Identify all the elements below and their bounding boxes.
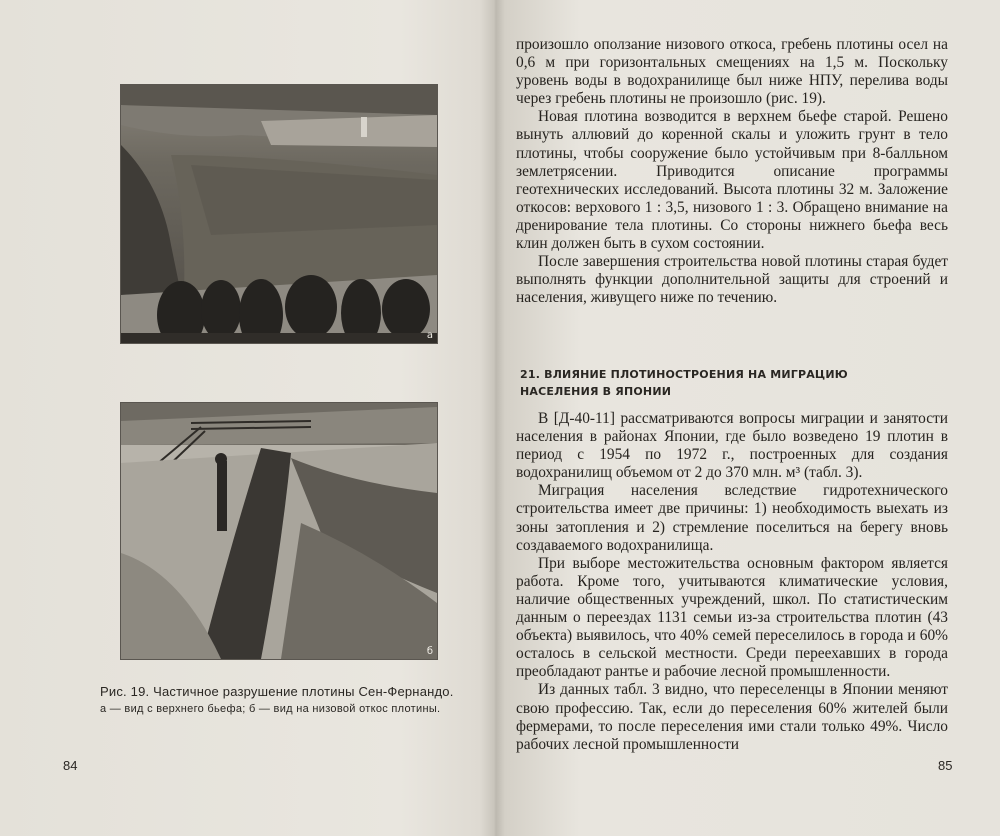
section-heading-line-1: 21. ВЛИЯНИЕ ПЛОТИНОСТРОЕНИЯ НА МИГРАЦИЮ: [520, 368, 848, 381]
page-number-right: 85: [938, 758, 953, 773]
body-text-bottom: [516, 410, 948, 754]
paragraph: Из данных табл. 3 видно, что переселенцы в Японии меняют свою профессию. Так, если до переселения 60% жителей были фермерами, то после переселения ими стали только 49%. Число рабочих лесной промышленности: [516, 681, 948, 753]
section-heading-line-2: НАСЕЛЕНИЯ В ЯПОНИИ: [520, 385, 672, 398]
panel-b-letter: б: [426, 646, 433, 657]
right-page: [500, 0, 1000, 836]
figure-panel-b-photo: [120, 402, 438, 660]
paragraph: После завершения строительства новой плотины старая будет выполнять функции дополнительной защиты для строений и населения, живущего ниже по течению.: [516, 253, 948, 307]
paragraph: Миграция населения вследствие гидротехнического строительства имеет две причины: 1) необходимость выехать из зоны затопления и 2) стремление поселиться на берегу вновь создаваемого водохранилища.: [516, 482, 948, 554]
section-heading: [520, 366, 860, 400]
paragraph: При выборе местожительства основным фактором является работа. Кроме того, учитываются климатические условия, наличие общественных учреждений, школ. По статистическим данным о переездах 1131 семьи из-за строительства плотин (43 объекта) выявилось, что 40% семей переселилось в города и 60% осталось в сельской местности. Среди переехавших в города преобладают рантье и рабочие лесной промышленности.: [516, 554, 948, 681]
body-text-top: [516, 36, 948, 307]
figure-caption: [100, 684, 460, 715]
dam-downstream-slope-image: [121, 403, 437, 659]
paragraph: произошло оползание низового откоса, гребень плотины осел на 0,6 м при горизонтальных смещениях на 1,5 м. Поскольку уровень воды в водохранилище был ниже НПУ, перелива воды через гребень плотины не произошло (рис. 19).: [516, 36, 948, 108]
left-page: [0, 0, 492, 836]
figure-panel-a-photo: [120, 84, 438, 344]
page-number-left: 84: [63, 758, 78, 773]
figure-caption-subtitle: а — вид с верхнего бьефа; б — вид на низовой откос плотины.: [100, 703, 441, 715]
dam-upstream-view-image: [121, 85, 437, 343]
panel-a-letter: а: [426, 330, 433, 341]
figure-caption-title: Рис. 19. Частичное разрушение плотины Сен-Фернандо.: [100, 684, 454, 699]
paragraph: Новая плотина возводится в верхнем бьефе старой. Решено вынуть аллювий до коренной скалы и уложить грунт в тело плотины, чтобы сооружение было устойчивым при 8-балльном землетрясении. Приводится описание программы геотехнических исследований. Высота плотины 32 м. Заложение откосов: верхового 1 : 3,5, низового 1 : 3. Обращено внимание на дренирование тела плотины. Со стороны нижнего бьефа весь клин должен быть в сухом состоянии.: [516, 108, 948, 253]
paragraph: В [Д-40-11] рассматриваются вопросы миграции и занятости населения в районах Японии, где было возведено 19 плотин в период с 1954 по 1972 г., построенных для создания водохранилищ объемом от 2 до 370 млн. м³ (табл. 3).: [516, 410, 948, 482]
